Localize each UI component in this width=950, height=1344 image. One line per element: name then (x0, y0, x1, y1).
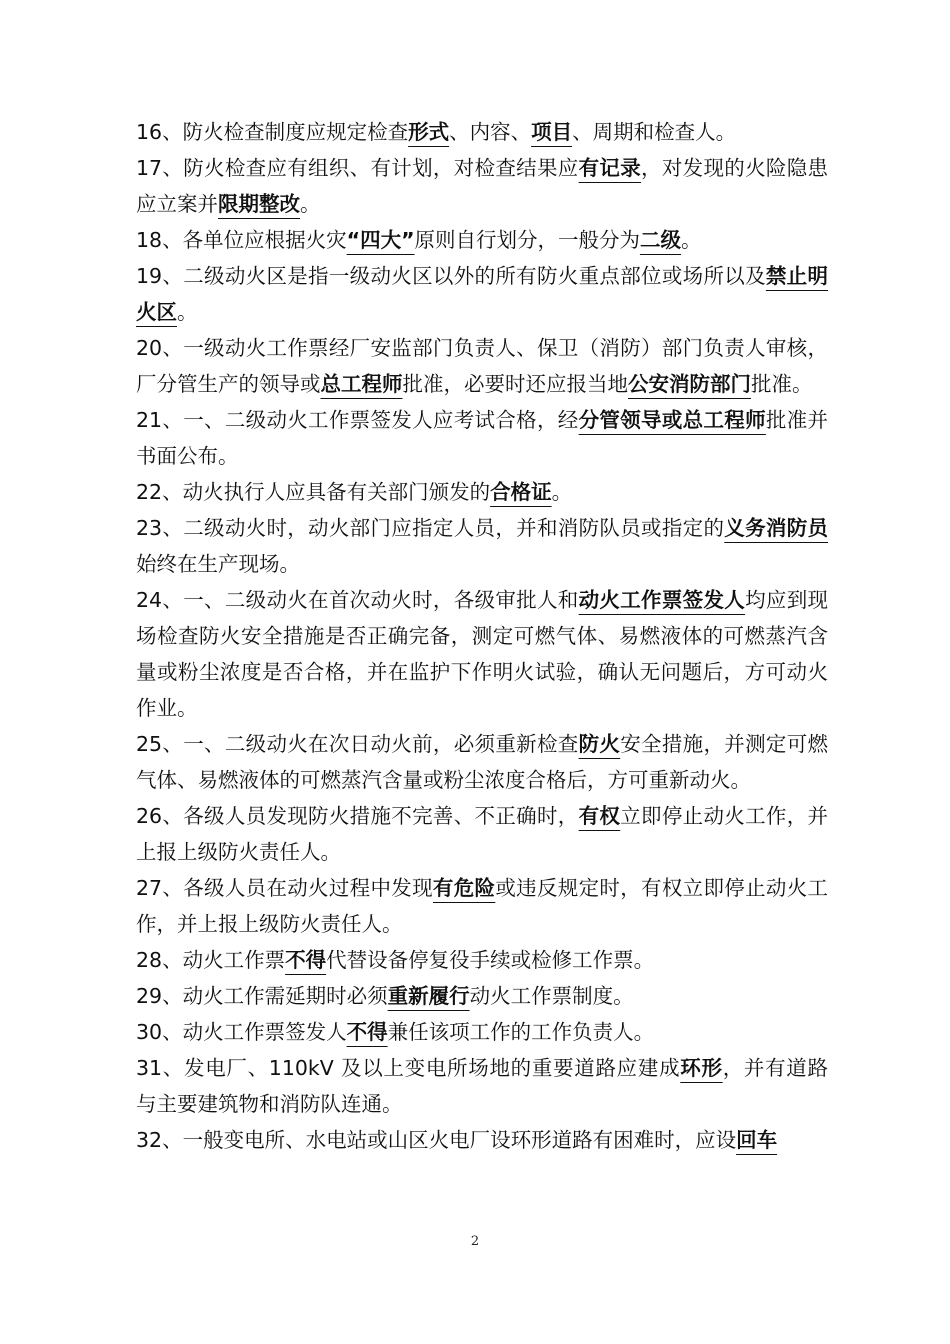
question-text: 、内容、 (449, 120, 532, 144)
list-item (136, 510, 828, 582)
answer-text: 有危险 (432, 876, 496, 900)
answer-text: 限期整改 (218, 192, 300, 216)
question-text: ，对发现的火险隐患应立案并 (136, 156, 829, 216)
document-body (136, 114, 828, 1158)
answer-text: 项目 (531, 120, 573, 144)
question-text: 批准，必要时还应报当地 (402, 372, 628, 396)
answer-text: 不得 (346, 1020, 388, 1044)
list-item (136, 942, 828, 978)
question-text: 安全措施，并测定可燃气体、易燃液体的可燃蒸汽含量或粉尘浓度合格后，方可重新动火。 (136, 732, 829, 792)
question-text: 21、一、二级动火工作票签发人应考试合格，经 (136, 408, 579, 432)
list-item (136, 222, 828, 258)
answer-text: 动火工作票签发人 (578, 588, 746, 612)
answer-text: 环形 (680, 1056, 723, 1080)
answer-text: 二级 (640, 228, 682, 252)
question-text: 。 (300, 192, 321, 216)
answer-text: 防火 (578, 732, 621, 756)
page-number: 2 (470, 1234, 480, 1249)
answer-text: 分管领导或总工程师 (578, 408, 766, 432)
answer-text: 回车 (736, 1128, 778, 1152)
list-item (136, 330, 828, 402)
question-text: 18、各单位应根据火灾 (136, 228, 347, 252)
question-text: 始终在生产现场。 (136, 552, 300, 576)
question-text: 批准并书面公布。 (136, 408, 829, 468)
question-text: 16、防火检查制度应规定检查 (136, 120, 409, 144)
question-text: 。 (177, 300, 198, 324)
question-text: 28、动火工作票 (136, 948, 286, 972)
question-text: 或违反规定时，有权立即停止动火工作，并上报上级防火责任人。 (136, 876, 829, 936)
question-text: 32、一般变电所、水电站或山区火电厂设环形道路有困难时，应设 (136, 1128, 737, 1152)
question-text: ，并有道路与主要建筑物和消防队连通。 (136, 1056, 829, 1116)
question-text: 27、各级人员在动火过程中发现 (136, 876, 433, 900)
list-item (136, 798, 828, 870)
question-text: 。 (681, 228, 702, 252)
question-text: 30、动火工作票签发人 (136, 1020, 347, 1044)
answer-text: 形式 (408, 120, 450, 144)
list-item (136, 582, 828, 726)
question-text: 29、动火工作需延期时必须 (136, 984, 388, 1008)
answer-text: 总工程师 (320, 372, 403, 396)
list-item (136, 726, 828, 798)
question-text: 。 (551, 480, 573, 504)
question-text: 原则自行划分，一般分为 (414, 228, 641, 252)
question-text: 17、防火检查应有组织、有计划，对检查结果应 (136, 156, 579, 180)
list-item (136, 1122, 828, 1158)
list-item (136, 150, 828, 222)
answer-text: “四大” (346, 228, 415, 252)
list-item (136, 870, 828, 942)
question-text: 20、一级动火工作票经厂安监部门负责人、保卫（消防）部门负责人审核，厂分管生产的领导或 (136, 336, 828, 396)
question-text: 立即停止动火工作，并上报上级防火责任人。 (136, 804, 829, 864)
question-text: 26、各级人员发现防火措施不完善、不正确时， (136, 804, 579, 828)
answer-text: 有权 (578, 804, 621, 828)
question-text: 24、一、二级动火在首次动火时，各级审批人和 (136, 588, 579, 612)
question-text: 25、一、二级动火在次日动火前，必须重新检查 (136, 732, 579, 756)
answer-text: 有记录 (578, 156, 642, 180)
list-item (136, 258, 828, 330)
answer-text: 重新履行 (387, 984, 470, 1008)
answer-text: 义务消防员 (724, 516, 829, 540)
list-item (136, 978, 828, 1014)
question-text: 动火工作票制度。 (469, 984, 634, 1008)
answer-text: 不得 (285, 948, 327, 972)
answer-text: 禁止明火区 (136, 264, 828, 324)
list-item (136, 474, 828, 510)
question-text: 23、二级动火时，动火部门应指定人员，并和消防队员或指定的 (136, 516, 725, 540)
question-text: 22、动火执行人应具备有关部门颁发的 (136, 480, 491, 504)
question-text: 、周期和检查人。 (572, 120, 737, 144)
list-item (136, 1014, 828, 1050)
question-text: 均应到现场检查防火安全措施是否正确完备，测定可燃气体、易燃液体的可燃蒸汽含量或粉尘浓度是否合格，并在监护下作明火试验，确认无问题后，方可动火作业。 (136, 588, 829, 720)
question-text: 兼任该项工作的工作负责人。 (387, 1020, 655, 1044)
question-text: 代替设备停复役手续或检修工作票。 (326, 948, 655, 972)
list-item (136, 1050, 828, 1122)
question-text: 19、二级动火区是指一级动火区以外的所有防火重点部位或场所以及 (136, 264, 766, 288)
list-item (136, 114, 828, 150)
answer-text: 公安消防部门 (628, 372, 751, 396)
question-text: 批准。 (751, 372, 813, 396)
question-text: 31、发电厂、110kV 及以上变电所场地的重要道路应建成 (136, 1056, 681, 1080)
list-item (136, 402, 828, 474)
answer-text: 合格证 (490, 480, 552, 504)
